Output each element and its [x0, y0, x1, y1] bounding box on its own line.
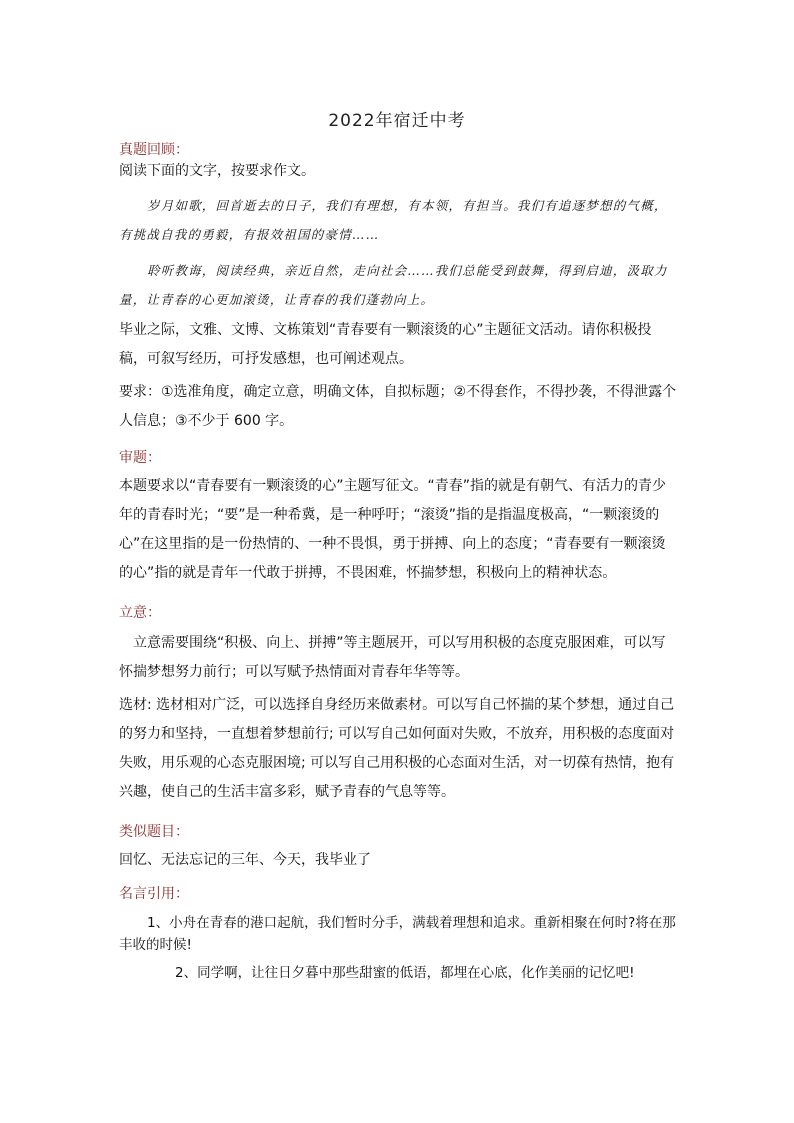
requirement-paragraph: 要求：①选准角度，确定立意，明确文体，自拟标题；②不得套作，不得抄袭，不得泄露个人信息；③不少于 600 字。	[119, 384, 677, 429]
selection-paragraph: 选材: 选材相对广泛，可以选择自身经历来做素材。可以写自己怀揣的某个梦想，通过自己的努力和坚持，一直想着梦想前行; 可以写自己如何面对失败，不放弃，用积极的态度面对失败，用乐观的心态克服困境; 可以写自己用积极的心态面对生活，对一切葆有热情，抱有兴趣，使自己的生活丰富多彩，赋予青春的气息等等。	[119, 697, 675, 800]
quote-1: 1、小舟在青春的港口起航，我们暂时分手，满载着理想和追求。重新相聚在何时?将在那丰收的时候!	[119, 915, 676, 953]
instruction-text: 阅读下面的文字，按要求作文。	[119, 163, 315, 179]
similar-heading: 类似题目：	[119, 824, 189, 840]
idea-paragraph: 立意需要围绕“积极、向上、拼搏”等主题展开，可以写用积极的态度克服困难，可以写怀揣梦想努力前行；可以写赋予热情面对青春年华等等。	[119, 635, 666, 680]
page-title: 2022年宿迁中考	[328, 111, 466, 131]
material-paragraph-2: 聆听教诲，阅读经典，亲近自然，走向社会……我们总能受到鼓舞，得到启迪，汲取力量，让青春的心更加滚烫，让青春的我们蓬勃向上。	[119, 263, 668, 307]
quotes-heading: 名言引用：	[119, 886, 189, 902]
review-heading: 真题回顾：	[119, 142, 189, 158]
quote-2: 2、同学啊，让往日夕暮中那些甜蜜的低语，都埋在心底，化作美丽的记忆吧!	[175, 965, 635, 981]
similar-topics: 回忆、无法忘记的三年、今天，我毕业了	[119, 852, 371, 868]
analysis-heading: 审题：	[119, 450, 161, 466]
material-paragraph-1: 岁月如歌，回首逝去的日子，我们有理想，有本领，有担当。我们有追逐梦想的气概，有挑战自我的勇毅，有报效祖国的豪情……	[119, 198, 668, 242]
task-paragraph: 毕业之际，文雅、文博、文栋策划“青春要有一颗滚烫的心”主题征文活动。请你积极投稿，可叙写经历，可抒发感想，也可阐述观点。	[119, 322, 652, 367]
idea-heading: 立意：	[119, 605, 161, 621]
analysis-paragraph: 本题要求以“青春要有一颗滚烫的心”主题写征文。“青春”指的就是有朝气、有活力的青少年的青春时光；“要”是一种希冀，是一种呼吁；“滚烫”指的是指温度极高，“一颗滚烫的心”在这里指的是一份热情的、一种不畏惧，勇于拼搏、向上的态度；“青春要有一颗滚烫的心”指的就是青年一代敢于拼搏，不畏困难，怀揣梦想，积极向上的精神状态。	[119, 478, 667, 581]
